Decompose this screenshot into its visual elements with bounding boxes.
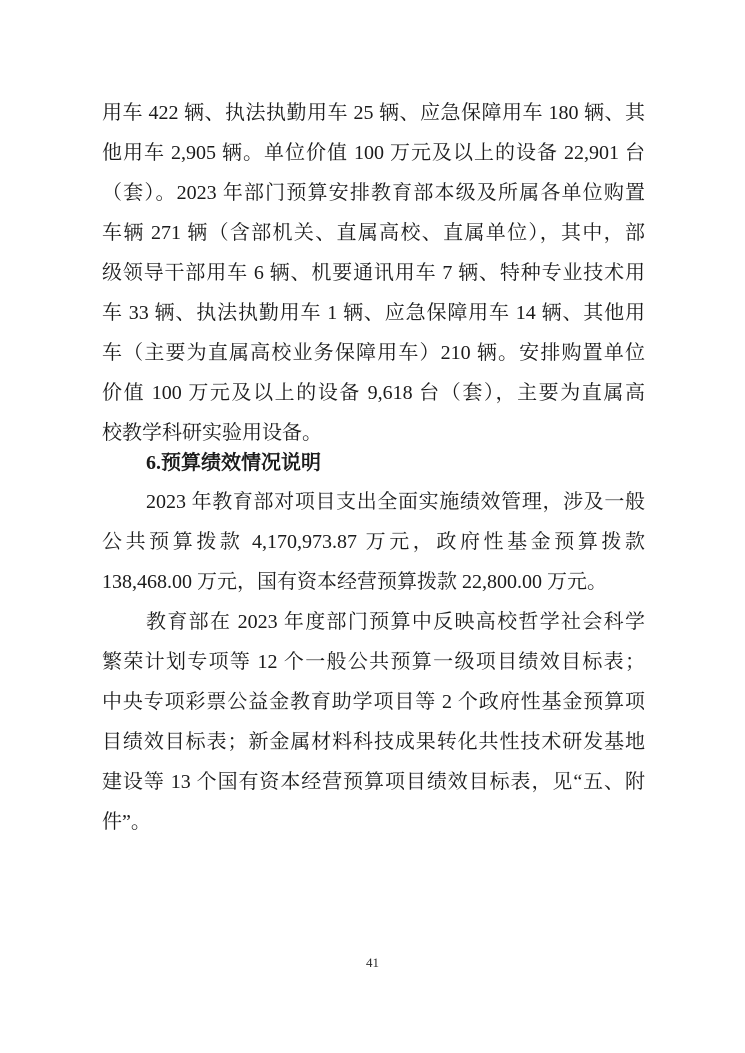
text-line: 教育部在 2023 年度部门预算中反映高校哲学社会科学 — [146, 611, 645, 633]
text-line: 车 33 辆、执法执勤用车 1 辆、应急保障用车 14 辆、其他用 — [102, 302, 645, 324]
text-line: 建设等 13 个国有资本经营预算项目绩效目标表，见“五、附 — [102, 771, 645, 793]
para-performance-management — [102, 482, 645, 602]
text-line: 件”。 — [102, 811, 151, 833]
text-line: 中央专项彩票公益金教育助学项目等 2 个政府性基金预算项 — [102, 691, 645, 713]
text-line: 车辆 271 辆（含部机关、直属高校、直属单位），其中，部 — [102, 222, 645, 244]
text-line: 用车 422 辆、执法执勤用车 25 辆、应急保障用车 180 辆、其 — [102, 102, 645, 124]
text-line: 6.预算绩效情况说明 — [146, 452, 321, 474]
text-line: 繁荣计划专项等 12 个一般公共预算一级项目绩效目标表； — [102, 651, 645, 673]
text-line: 车（主要为直属高校业务保障用车）210 辆。安排购置单位 — [102, 342, 645, 364]
text-line: 级领导干部用车 6 辆、机要通讯用车 7 辆、特种专业技术用 — [102, 262, 645, 284]
text-line: 138,468.00 万元，国有资本经营预算拨款 22,800.00 万元。 — [102, 571, 607, 593]
text-line: （套）。2023 年部门预算安排教育部本级及所属各单位购置 — [102, 182, 645, 204]
heading-budget-performance — [102, 443, 645, 483]
text-line: 他用车 2,905 辆。单位价值 100 万元及以上的设备 22,901 台 — [102, 142, 645, 164]
para-vehicles-and-equipment — [102, 93, 645, 453]
text-line: 校教学科研实验用设备。 — [102, 422, 322, 444]
text-line: 目绩效目标表；新金属材料科技成果转化共性技术研发基地 — [102, 731, 645, 753]
page-number: 41 — [366, 955, 379, 970]
text-line: 2023 年教育部对项目支出全面实施绩效管理，涉及一般 — [146, 491, 645, 513]
para-performance-target-tables — [102, 602, 645, 842]
document-text-block — [102, 93, 645, 842]
text-line: 价值 100 万元及以上的设备 9,618 台（套），主要为直属高 — [102, 382, 645, 404]
text-line: 公共预算拨款 4,170,973.87 万元，政府性基金预算拨款 — [102, 531, 645, 553]
